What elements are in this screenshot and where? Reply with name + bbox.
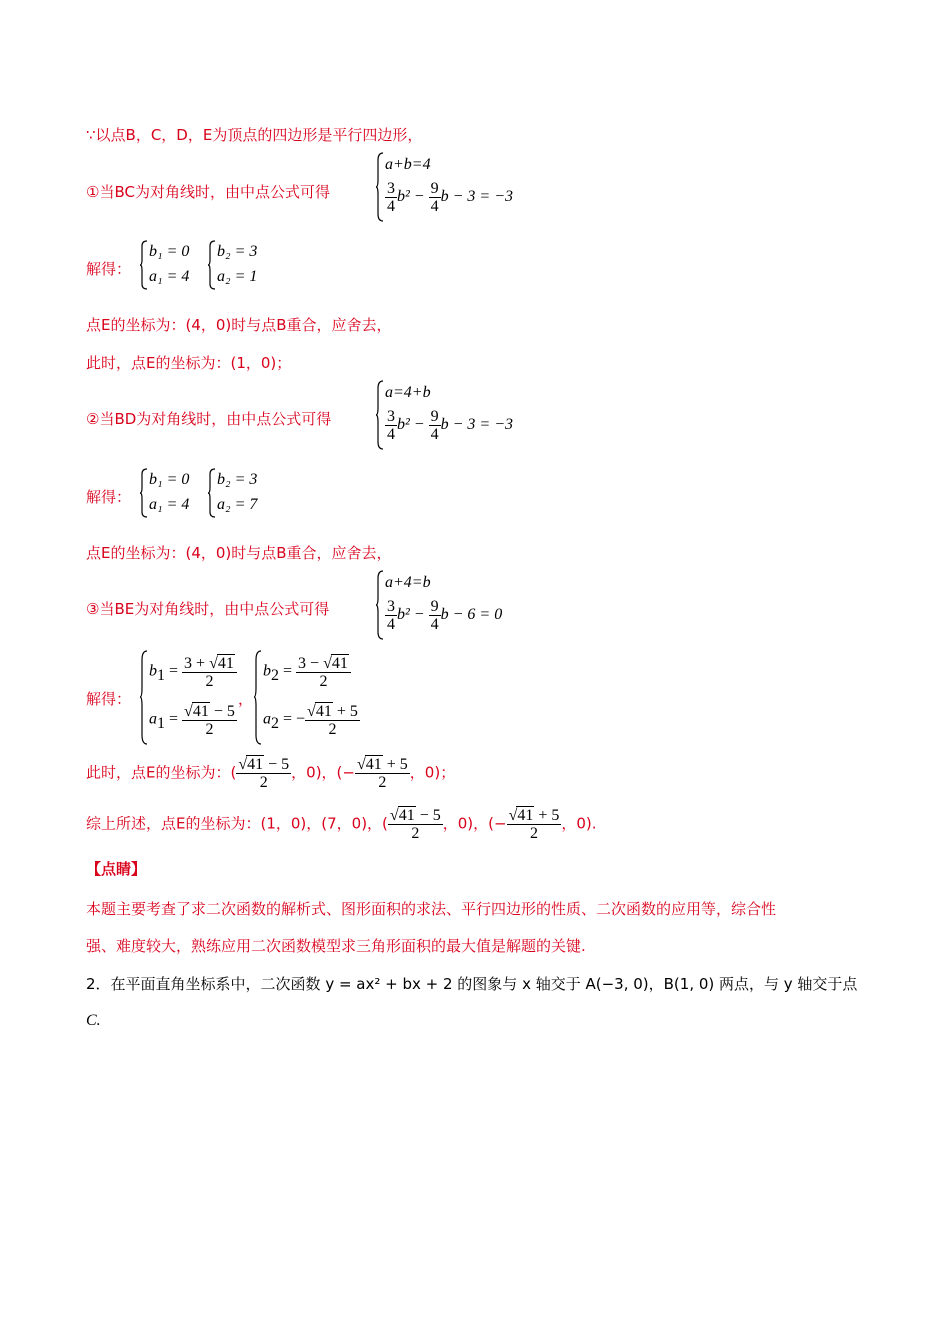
intro-text: ∵以点B，C，D，E为顶点的四边形是平行四边形，: [86, 126, 423, 144]
case1-solution1: b₁ = 0 a₁ = 4: [140, 240, 200, 290]
case3-label: ③当BE为对角线时，由中点公式可得: [86, 600, 330, 618]
brace-icon: [140, 468, 148, 518]
case2-solution2: b₂ = 3 a₂ = 7: [208, 468, 268, 518]
case1-reject: 点E的坐标为：(4，0)时与点B重合，应舍去，: [86, 316, 392, 334]
case1-eq1: a+b=4: [385, 156, 431, 173]
case3-result: 此时，点E的坐标为：( $\frac{√41 - 5}{2}$ ，0)，(− $\frac{√41 + 5}{2}$ ，0)；: [86, 756, 456, 791]
case2-label: ②当BD为对角线时，由中点公式可得: [86, 410, 332, 428]
brace-icon: [208, 468, 216, 518]
comment-line2: 强、难度较大，熟练应用二次函数模型求三角形面积的最大值是解题的关键.: [86, 937, 586, 955]
case3-system: a+4=b $\frac{3}{4}$ b² − $\frac{9}{4}$ b − 6 = 0: [376, 570, 516, 640]
case1-solution2: b₂ = 3 a₂ = 1: [208, 240, 268, 290]
problem2-line2: C.: [86, 1012, 101, 1029]
brace-icon: [254, 650, 262, 745]
summary: 综上所述，点E的坐标为：(1，0)，(7，0)，( $\frac{√41 - 5}{2}$ ，0)，(− $\frac{√41 + 5}{2}$ ，0).: [86, 807, 597, 842]
case3-solve-label: 解得：: [86, 690, 132, 708]
case2-solve-label: 解得：: [86, 488, 132, 506]
comment-line1: 本题主要考查了求二次函数的解析式、图形面积的求法、平行四边形的性质、二次函数的应用等，综合性: [86, 900, 777, 918]
case1-eq2: $\frac{3}{4}$ b² − $\frac{9}{4}$ b − 3 = −3: [387, 180, 513, 215]
brace-icon: [140, 240, 148, 290]
case2-system: a=4+b $\frac{3}{4}$ b² − $\frac{9}{4}$ b − 3 = −3: [376, 380, 516, 450]
brace-icon: [208, 240, 216, 290]
case1-label: ①当BC为对角线时，由中点公式可得: [86, 183, 330, 201]
comment-heading: 【点睛】: [86, 860, 147, 878]
case3-solution1: $b_1$ = $\frac{3 + √41}{2}$ $a_1$ = $\frac{√41 - 5}{2}$: [140, 650, 245, 745]
case1-result: 此时，点E的坐标为：(1，0)；: [86, 354, 292, 372]
case1-solve-label: 解得：: [86, 260, 132, 278]
problem2-line1: 2．在平面直角坐标系中，二次函数 y = ax² + bx + 2 的图象与 x 轴交于 A(−3, 0)，B(1, 0) 两点，与 y 轴交于点: [86, 975, 858, 993]
brace-icon: [376, 570, 384, 640]
brace-icon: [376, 380, 384, 450]
brace-icon: [140, 650, 148, 745]
case3-solution2: $b_2$ = $\frac{3 - √41}{2}$ $a_2$ = − $\frac{√41 + 5}{2}$: [254, 650, 374, 745]
brace-icon: [376, 152, 384, 222]
case2-reject: 点E的坐标为：(4，0)时与点B重合，应舍去，: [86, 544, 392, 562]
case1-system: [376, 152, 516, 222]
case2-solution1: b₁ = 0 a₁ = 4: [140, 468, 200, 518]
